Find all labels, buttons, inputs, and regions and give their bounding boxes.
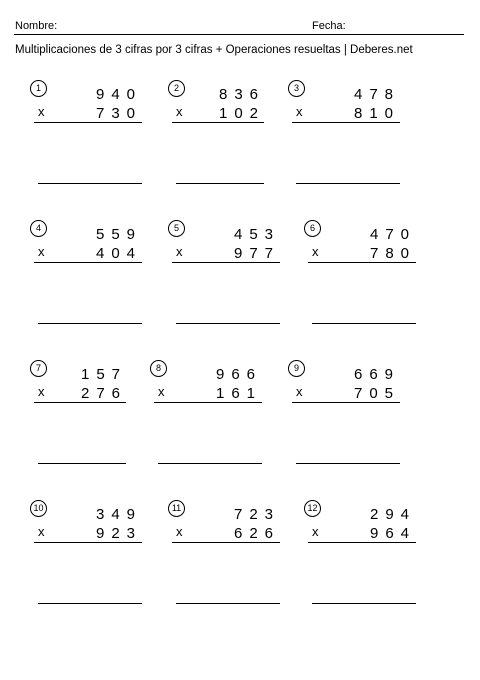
problem-number: 2 [168, 80, 185, 97]
page-title: Multiplicaciones de 3 cifras por 3 cifras + Operaciones resueltas | Deberes.net [15, 44, 413, 56]
problem-number: 10 [30, 500, 47, 517]
multiplier: 780 [370, 245, 417, 262]
operation-line [34, 402, 126, 403]
problem-3 [288, 80, 428, 200]
problem-4 [30, 220, 170, 340]
answer-line [312, 603, 416, 604]
name-label: Nombre: [15, 20, 58, 32]
answer-line [312, 323, 416, 324]
problem-7 [30, 360, 170, 480]
answer-line [38, 603, 142, 604]
times-sign: x [38, 524, 45, 539]
multiplicand: 470 [370, 226, 417, 243]
multiplicand: 294 [370, 506, 417, 523]
multiplicand: 723 [234, 506, 281, 523]
times-sign: x [38, 384, 45, 399]
times-sign: x [176, 524, 183, 539]
multiplicand: 966 [216, 366, 263, 383]
multiplicand: 559 [96, 226, 143, 243]
times-sign: x [176, 244, 183, 259]
problem-number: 9 [288, 360, 305, 377]
operation-line [34, 122, 142, 123]
multiplicand: 478 [354, 86, 401, 103]
times-sign: x [38, 104, 45, 119]
problem-2 [168, 80, 308, 200]
multiplier: 964 [370, 525, 417, 542]
problem-9 [288, 360, 428, 480]
multiplier: 923 [96, 525, 143, 542]
times-sign: x [38, 244, 45, 259]
operation-line [172, 122, 264, 123]
answer-line [296, 183, 400, 184]
answer-line [176, 183, 264, 184]
multiplier: 810 [354, 105, 401, 122]
multiplicand: 940 [96, 86, 143, 103]
times-sign: x [176, 104, 183, 119]
operation-line [292, 402, 400, 403]
answer-line [296, 463, 400, 464]
answer-line [176, 603, 280, 604]
date-label: Fecha: [312, 20, 346, 32]
problem-number: 6 [304, 220, 321, 237]
problem-number: 7 [30, 360, 47, 377]
operation-line [172, 542, 280, 543]
multiplier: 161 [216, 385, 263, 402]
times-sign: x [296, 384, 303, 399]
operation-line [308, 262, 416, 263]
answer-line [158, 463, 262, 464]
multiplier: 404 [96, 245, 143, 262]
multiplier: 102 [219, 105, 266, 122]
problem-10 [30, 500, 170, 620]
operation-line [172, 262, 280, 263]
multiplicand: 669 [354, 366, 401, 383]
multiplier: 730 [96, 105, 143, 122]
times-sign: x [312, 524, 319, 539]
answer-line [38, 323, 142, 324]
header-line [14, 34, 464, 35]
answer-line [176, 323, 280, 324]
multiplier: 977 [234, 245, 281, 262]
multiplicand: 453 [234, 226, 281, 243]
problem-number: 4 [30, 220, 47, 237]
multiplicand: 349 [96, 506, 143, 523]
problem-number: 5 [168, 220, 185, 237]
multiplier: 705 [354, 385, 401, 402]
multiplicand: 836 [219, 86, 266, 103]
problem-number: 12 [304, 500, 321, 517]
operation-line [292, 122, 400, 123]
times-sign: x [158, 384, 165, 399]
problem-number: 3 [288, 80, 305, 97]
problem-12 [304, 500, 444, 620]
answer-line [38, 183, 142, 184]
multiplicand: 157 [81, 366, 128, 383]
multiplier: 276 [81, 385, 128, 402]
operation-line [308, 542, 416, 543]
problem-5 [168, 220, 308, 340]
operation-line [34, 262, 142, 263]
multiplier: 626 [234, 525, 281, 542]
problem-1 [30, 80, 170, 200]
problem-number: 1 [30, 80, 47, 97]
problem-8 [150, 360, 290, 480]
operation-line [34, 542, 142, 543]
problem-6 [304, 220, 444, 340]
problem-number: 11 [168, 500, 185, 517]
problem-11 [168, 500, 308, 620]
times-sign: x [296, 104, 303, 119]
problem-number: 8 [150, 360, 167, 377]
operation-line [154, 402, 262, 403]
answer-line [38, 463, 126, 464]
times-sign: x [312, 244, 319, 259]
